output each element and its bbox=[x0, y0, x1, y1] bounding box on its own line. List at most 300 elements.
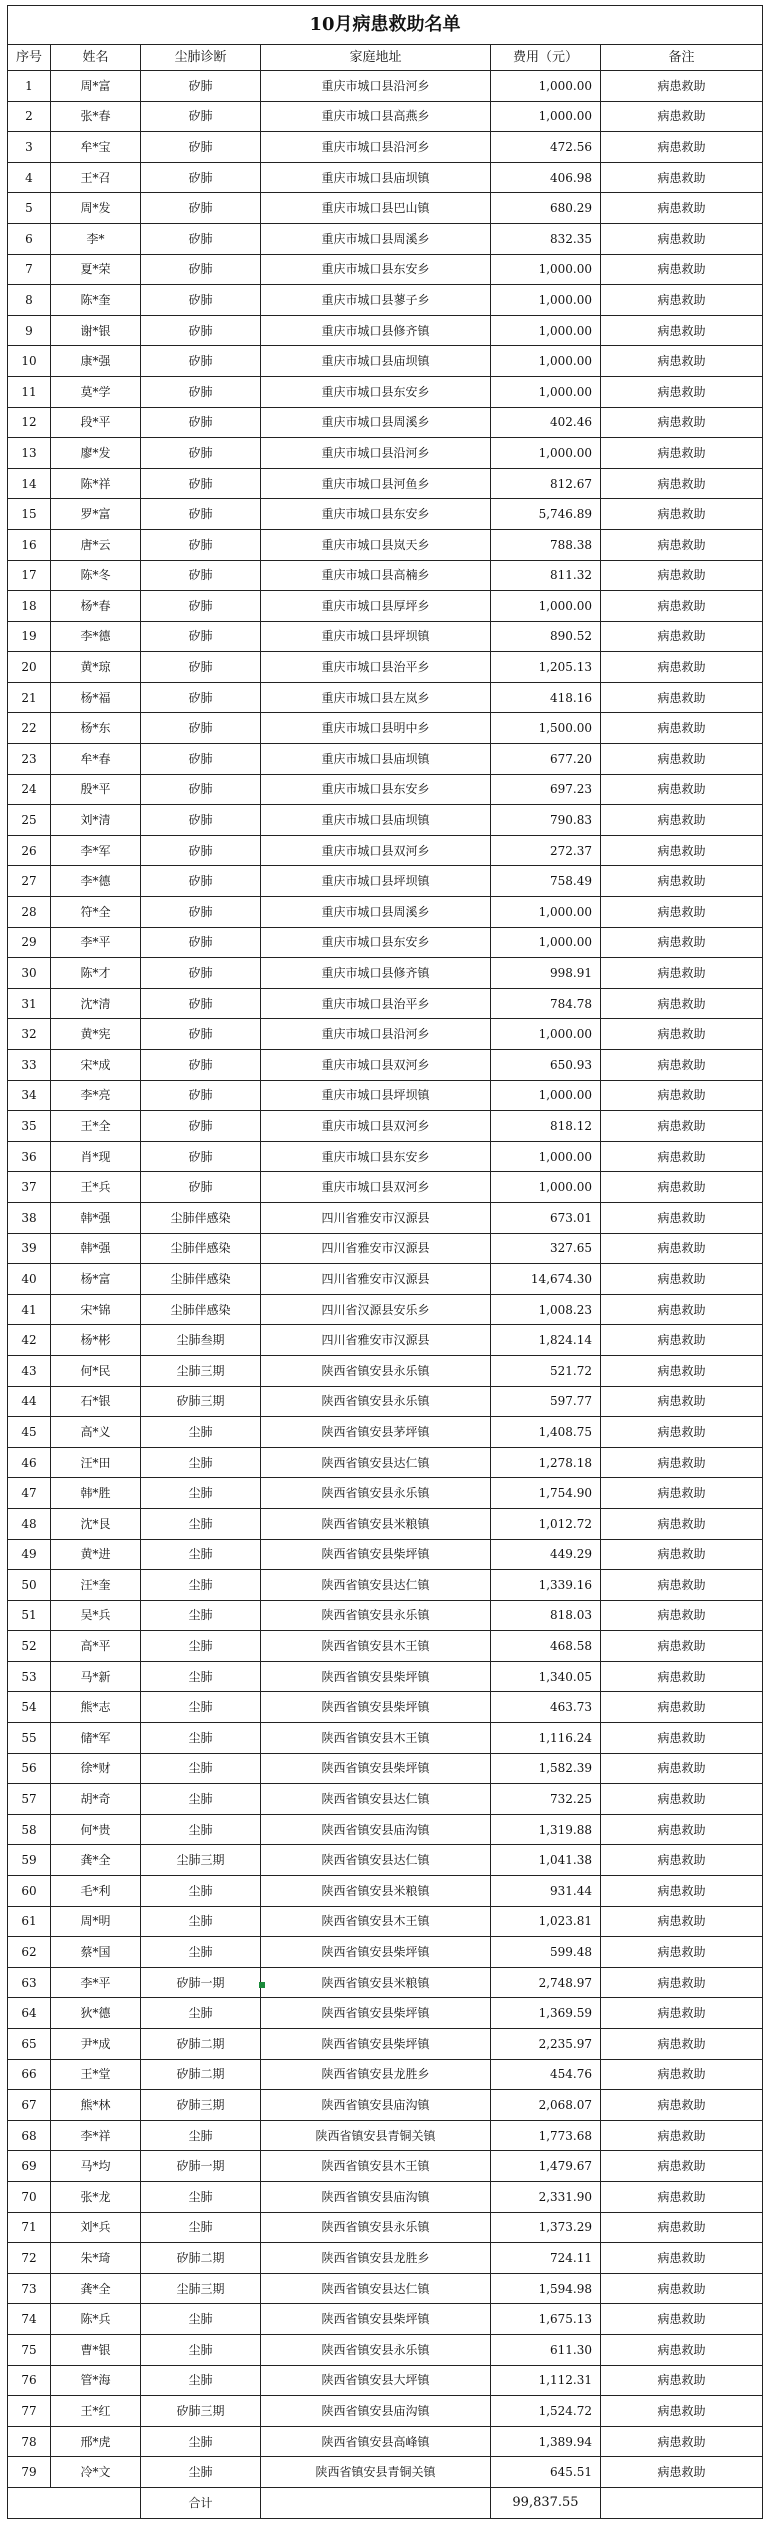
row-index: 18 bbox=[8, 591, 51, 622]
table-row bbox=[8, 2273, 763, 2304]
total-label: 合计 bbox=[141, 2487, 261, 2518]
row-name: 马*均 bbox=[51, 2151, 141, 2182]
row-remark: 病患救助 bbox=[601, 2334, 763, 2365]
row-remark: 病患救助 bbox=[601, 1233, 763, 1264]
row-diagnosis: 尘肺 bbox=[141, 1417, 261, 1448]
row-remark: 病患救助 bbox=[601, 132, 763, 163]
table-row bbox=[8, 346, 763, 377]
row-address: 重庆市城口县双河乡 bbox=[261, 1172, 491, 1203]
total-amount: 99,837.55 bbox=[491, 2487, 601, 2518]
table-row bbox=[8, 101, 763, 132]
row-fee: 811.32 bbox=[491, 560, 601, 591]
row-name: 尹*成 bbox=[51, 2029, 141, 2060]
table-row bbox=[8, 468, 763, 499]
row-name: 刘*清 bbox=[51, 805, 141, 836]
row-address: 陕西省镇安县木王镇 bbox=[261, 1906, 491, 1937]
table-row bbox=[8, 1202, 763, 1233]
row-fee: 1,824.14 bbox=[491, 1325, 601, 1356]
row-diagnosis: 尘肺 bbox=[141, 2181, 261, 2212]
row-diagnosis: 尘肺三期 bbox=[141, 1355, 261, 1386]
row-fee: 5,746.89 bbox=[491, 499, 601, 530]
table-row bbox=[8, 805, 763, 836]
row-name: 宋*锦 bbox=[51, 1294, 141, 1325]
row-fee: 472.56 bbox=[491, 132, 601, 163]
cell-marker bbox=[259, 1982, 265, 1988]
table-row bbox=[8, 1508, 763, 1539]
row-remark: 病患救助 bbox=[601, 2120, 763, 2151]
row-index: 3 bbox=[8, 132, 51, 163]
table-row bbox=[8, 1019, 763, 1050]
row-fee: 818.12 bbox=[491, 1111, 601, 1142]
row-name: 高*义 bbox=[51, 1417, 141, 1448]
table-row bbox=[8, 2029, 763, 2060]
row-remark: 病患救助 bbox=[601, 805, 763, 836]
row-index: 9 bbox=[8, 315, 51, 346]
row-address: 陕西省镇安县永乐镇 bbox=[261, 2334, 491, 2365]
row-index: 34 bbox=[8, 1080, 51, 1111]
row-address: 重庆市城口县双河乡 bbox=[261, 1111, 491, 1142]
row-address: 陕西省镇安县达仁镇 bbox=[261, 1447, 491, 1478]
row-fee: 1,339.16 bbox=[491, 1570, 601, 1601]
row-address: 陕西省镇安县柴坪镇 bbox=[261, 1753, 491, 1784]
row-diagnosis: 矽肺 bbox=[141, 1141, 261, 1172]
row-diagnosis: 矽肺 bbox=[141, 591, 261, 622]
row-index: 12 bbox=[8, 407, 51, 438]
row-name: 邢*虎 bbox=[51, 2426, 141, 2457]
row-address: 陕西省镇安县龙胜乡 bbox=[261, 2059, 491, 2090]
row-index: 59 bbox=[8, 1845, 51, 1876]
row-address: 四川省雅安市汉源县 bbox=[261, 1264, 491, 1295]
table-row bbox=[8, 2396, 763, 2427]
row-fee: 1,340.05 bbox=[491, 1661, 601, 1692]
table-row bbox=[8, 529, 763, 560]
row-address: 重庆市城口县治平乡 bbox=[261, 652, 491, 683]
row-fee: 650.93 bbox=[491, 1050, 601, 1081]
row-address: 陕西省镇安县达仁镇 bbox=[261, 1784, 491, 1815]
row-name: 王*红 bbox=[51, 2396, 141, 2427]
row-name: 宋*成 bbox=[51, 1050, 141, 1081]
row-name: 牟*宝 bbox=[51, 132, 141, 163]
row-remark: 病患救助 bbox=[601, 835, 763, 866]
row-address: 重庆市城口县坪坝镇 bbox=[261, 866, 491, 897]
row-address: 陕西省镇安县柴坪镇 bbox=[261, 1539, 491, 1570]
row-index: 1 bbox=[8, 71, 51, 102]
row-name: 李*德 bbox=[51, 621, 141, 652]
row-index: 6 bbox=[8, 223, 51, 254]
row-remark: 病患救助 bbox=[601, 927, 763, 958]
row-name: 肖*现 bbox=[51, 1141, 141, 1172]
row-diagnosis: 矽肺 bbox=[141, 560, 261, 591]
row-fee: 597.77 bbox=[491, 1386, 601, 1417]
row-remark: 病患救助 bbox=[601, 958, 763, 989]
row-name: 陈*冬 bbox=[51, 560, 141, 591]
row-address: 陕西省镇安县柴坪镇 bbox=[261, 1661, 491, 1692]
row-fee: 611.30 bbox=[491, 2334, 601, 2365]
table-row bbox=[8, 1233, 763, 1264]
row-diagnosis: 矽肺 bbox=[141, 438, 261, 469]
row-address: 重庆市城口县沿河乡 bbox=[261, 71, 491, 102]
row-name: 胡*奇 bbox=[51, 1784, 141, 1815]
row-diagnosis: 尘肺 bbox=[141, 1814, 261, 1845]
row-remark: 病患救助 bbox=[601, 1447, 763, 1478]
row-diagnosis: 矽肺 bbox=[141, 285, 261, 316]
row-diagnosis: 矽肺 bbox=[141, 254, 261, 285]
row-remark: 病患救助 bbox=[601, 897, 763, 928]
row-address: 重庆市城口县巴山镇 bbox=[261, 193, 491, 224]
row-remark: 病患救助 bbox=[601, 1814, 763, 1845]
row-diagnosis: 尘肺三期 bbox=[141, 2273, 261, 2304]
row-diagnosis: 尘肺叁期 bbox=[141, 1325, 261, 1356]
row-index: 16 bbox=[8, 529, 51, 560]
row-index: 55 bbox=[8, 1723, 51, 1754]
row-name: 黄*进 bbox=[51, 1539, 141, 1570]
row-fee: 732.25 bbox=[491, 1784, 601, 1815]
row-name: 陈*兵 bbox=[51, 2304, 141, 2335]
row-name: 韩*强 bbox=[51, 1202, 141, 1233]
row-remark: 病患救助 bbox=[601, 2029, 763, 2060]
header-diagnosis: 尘肺诊断 bbox=[141, 45, 261, 71]
row-address: 重庆市城口县高楠乡 bbox=[261, 560, 491, 591]
row-address: 重庆市城口县高燕乡 bbox=[261, 101, 491, 132]
row-address: 重庆市城口县东安乡 bbox=[261, 376, 491, 407]
row-address: 重庆市城口县周溪乡 bbox=[261, 407, 491, 438]
row-fee: 1,500.00 bbox=[491, 713, 601, 744]
row-remark: 病患救助 bbox=[601, 2212, 763, 2243]
row-fee: 1,582.39 bbox=[491, 1753, 601, 1784]
row-index: 74 bbox=[8, 2304, 51, 2335]
row-remark: 病患救助 bbox=[601, 1019, 763, 1050]
row-index: 2 bbox=[8, 101, 51, 132]
row-name: 康*强 bbox=[51, 346, 141, 377]
row-remark: 病患救助 bbox=[601, 2304, 763, 2335]
table-row bbox=[8, 2365, 763, 2396]
row-name: 何*贵 bbox=[51, 1814, 141, 1845]
table-row bbox=[8, 2181, 763, 2212]
row-diagnosis: 尘肺 bbox=[141, 1661, 261, 1692]
row-address: 陕西省镇安县米粮镇 bbox=[261, 1876, 491, 1907]
row-index: 38 bbox=[8, 1202, 51, 1233]
header-row bbox=[8, 45, 763, 71]
row-address: 重庆市城口县双河乡 bbox=[261, 1050, 491, 1081]
row-diagnosis: 尘肺三期 bbox=[141, 1845, 261, 1876]
row-name: 廖*发 bbox=[51, 438, 141, 469]
row-index: 51 bbox=[8, 1600, 51, 1631]
row-name: 韩*强 bbox=[51, 1233, 141, 1264]
row-name: 杨*春 bbox=[51, 591, 141, 622]
row-address: 重庆市城口县沿河乡 bbox=[261, 132, 491, 163]
row-fee: 1,000.00 bbox=[491, 254, 601, 285]
row-name: 陈*奎 bbox=[51, 285, 141, 316]
row-address: 重庆市城口县周溪乡 bbox=[261, 897, 491, 928]
row-address: 重庆市城口县东安乡 bbox=[261, 499, 491, 530]
row-address: 重庆市城口县蓼子乡 bbox=[261, 285, 491, 316]
table-row bbox=[8, 1631, 763, 1662]
row-index: 7 bbox=[8, 254, 51, 285]
row-index: 70 bbox=[8, 2181, 51, 2212]
row-address: 陕西省镇安县青铜关镇 bbox=[261, 2457, 491, 2488]
row-index: 45 bbox=[8, 1417, 51, 1448]
row-name: 杨*富 bbox=[51, 1264, 141, 1295]
table-row bbox=[8, 1845, 763, 1876]
row-address: 陕西省镇安县庙沟镇 bbox=[261, 2181, 491, 2212]
row-index: 61 bbox=[8, 1906, 51, 1937]
row-fee: 1,000.00 bbox=[491, 438, 601, 469]
row-index: 21 bbox=[8, 682, 51, 713]
row-index: 41 bbox=[8, 1294, 51, 1325]
row-remark: 病患救助 bbox=[601, 193, 763, 224]
row-remark: 病患救助 bbox=[601, 1508, 763, 1539]
table-row bbox=[8, 1264, 763, 1295]
row-address: 重庆市城口县左岚乡 bbox=[261, 682, 491, 713]
row-name: 李*平 bbox=[51, 1967, 141, 1998]
table-row bbox=[8, 621, 763, 652]
row-fee: 697.23 bbox=[491, 774, 601, 805]
row-remark: 病患救助 bbox=[601, 866, 763, 897]
row-fee: 418.16 bbox=[491, 682, 601, 713]
row-index: 58 bbox=[8, 1814, 51, 1845]
row-fee: 14,674.30 bbox=[491, 1264, 601, 1295]
row-index: 44 bbox=[8, 1386, 51, 1417]
row-address: 重庆市城口县东安乡 bbox=[261, 1141, 491, 1172]
table-row bbox=[8, 1141, 763, 1172]
row-remark: 病患救助 bbox=[601, 376, 763, 407]
table-row bbox=[8, 1539, 763, 1570]
row-name: 石*银 bbox=[51, 1386, 141, 1417]
row-fee: 1,041.38 bbox=[491, 1845, 601, 1876]
row-fee: 1,116.24 bbox=[491, 1723, 601, 1754]
row-diagnosis: 矽肺 bbox=[141, 988, 261, 1019]
row-remark: 病患救助 bbox=[601, 71, 763, 102]
row-index: 57 bbox=[8, 1784, 51, 1815]
row-address: 陕西省镇安县永乐镇 bbox=[261, 1386, 491, 1417]
row-address: 陕西省镇安县永乐镇 bbox=[261, 1355, 491, 1386]
table-row bbox=[8, 1080, 763, 1111]
table-row bbox=[8, 1692, 763, 1723]
row-fee: 788.38 bbox=[491, 529, 601, 560]
row-address: 四川省汉源县安乐乡 bbox=[261, 1294, 491, 1325]
table-row bbox=[8, 958, 763, 989]
total-spacer bbox=[8, 2487, 141, 2518]
row-fee: 272.37 bbox=[491, 835, 601, 866]
row-fee: 1,754.90 bbox=[491, 1478, 601, 1509]
row-remark: 病患救助 bbox=[601, 682, 763, 713]
row-remark: 病患救助 bbox=[601, 988, 763, 1019]
table-row bbox=[8, 713, 763, 744]
row-remark: 病患救助 bbox=[601, 1050, 763, 1081]
row-index: 79 bbox=[8, 2457, 51, 2488]
row-index: 10 bbox=[8, 346, 51, 377]
table-row bbox=[8, 285, 763, 316]
row-address: 陕西省镇安县大坪镇 bbox=[261, 2365, 491, 2396]
row-name: 罗*富 bbox=[51, 499, 141, 530]
row-fee: 2,235.97 bbox=[491, 2029, 601, 2060]
row-remark: 病患救助 bbox=[601, 2059, 763, 2090]
row-address: 重庆市城口县沿河乡 bbox=[261, 438, 491, 469]
row-remark: 病患救助 bbox=[601, 2365, 763, 2396]
row-diagnosis: 尘肺 bbox=[141, 2365, 261, 2396]
table-row bbox=[8, 315, 763, 346]
row-fee: 1,000.00 bbox=[491, 1019, 601, 1050]
row-name: 徐*财 bbox=[51, 1753, 141, 1784]
row-name: 曹*银 bbox=[51, 2334, 141, 2365]
row-fee: 1,000.00 bbox=[491, 1172, 601, 1203]
row-index: 28 bbox=[8, 897, 51, 928]
row-index: 5 bbox=[8, 193, 51, 224]
row-diagnosis: 矽肺 bbox=[141, 223, 261, 254]
row-fee: 2,331.90 bbox=[491, 2181, 601, 2212]
row-address: 重庆市城口县庙坝镇 bbox=[261, 162, 491, 193]
row-fee: 1,389.94 bbox=[491, 2426, 601, 2457]
row-remark: 病患救助 bbox=[601, 2090, 763, 2121]
row-address: 重庆市城口县双河乡 bbox=[261, 835, 491, 866]
row-remark: 病患救助 bbox=[601, 774, 763, 805]
row-name: 朱*琦 bbox=[51, 2243, 141, 2274]
row-remark: 病患救助 bbox=[601, 1386, 763, 1417]
row-index: 32 bbox=[8, 1019, 51, 1050]
row-index: 52 bbox=[8, 1631, 51, 1662]
row-remark: 病患救助 bbox=[601, 1478, 763, 1509]
row-remark: 病患救助 bbox=[601, 1111, 763, 1142]
row-address: 四川省雅安市汉源县 bbox=[261, 1233, 491, 1264]
row-remark: 病患救助 bbox=[601, 1355, 763, 1386]
row-name: 李*平 bbox=[51, 927, 141, 958]
row-index: 71 bbox=[8, 2212, 51, 2243]
row-name: 储*军 bbox=[51, 1723, 141, 1754]
row-fee: 599.48 bbox=[491, 1937, 601, 1968]
row-name: 唐*云 bbox=[51, 529, 141, 560]
table-row bbox=[8, 2304, 763, 2335]
row-diagnosis: 矽肺二期 bbox=[141, 2243, 261, 2274]
row-name: 张*龙 bbox=[51, 2181, 141, 2212]
row-name: 符*全 bbox=[51, 897, 141, 928]
row-fee: 1,319.88 bbox=[491, 1814, 601, 1845]
row-diagnosis: 矽肺 bbox=[141, 866, 261, 897]
table-row bbox=[8, 2090, 763, 2121]
row-diagnosis: 尘肺 bbox=[141, 1906, 261, 1937]
table-row bbox=[8, 71, 763, 102]
row-address: 四川省雅安市汉源县 bbox=[261, 1202, 491, 1233]
table-row bbox=[8, 1784, 763, 1815]
row-remark: 病患救助 bbox=[601, 2396, 763, 2427]
table-row bbox=[8, 1478, 763, 1509]
row-diagnosis: 矽肺 bbox=[141, 1111, 261, 1142]
row-remark: 病患救助 bbox=[601, 285, 763, 316]
row-diagnosis: 矽肺 bbox=[141, 193, 261, 224]
row-address: 重庆市城口县庙坝镇 bbox=[261, 744, 491, 775]
table-row bbox=[8, 1355, 763, 1386]
row-index: 68 bbox=[8, 2120, 51, 2151]
row-name: 狄*德 bbox=[51, 1998, 141, 2029]
row-remark: 病患救助 bbox=[601, 1998, 763, 2029]
table-row bbox=[8, 1447, 763, 1478]
row-address: 重庆市城口县明中乡 bbox=[261, 713, 491, 744]
row-diagnosis: 尘肺 bbox=[141, 1631, 261, 1662]
row-name: 殷*平 bbox=[51, 774, 141, 805]
row-fee: 1,023.81 bbox=[491, 1906, 601, 1937]
row-fee: 1,000.00 bbox=[491, 1141, 601, 1172]
row-address: 重庆市城口县东安乡 bbox=[261, 254, 491, 285]
row-remark: 病患救助 bbox=[601, 621, 763, 652]
row-fee: 1,408.75 bbox=[491, 1417, 601, 1448]
table-row bbox=[8, 1753, 763, 1784]
row-diagnosis: 矽肺 bbox=[141, 1050, 261, 1081]
row-remark: 病患救助 bbox=[601, 1264, 763, 1295]
row-remark: 病患救助 bbox=[601, 1600, 763, 1631]
row-fee: 1,012.72 bbox=[491, 1508, 601, 1539]
row-fee: 454.76 bbox=[491, 2059, 601, 2090]
row-fee: 784.78 bbox=[491, 988, 601, 1019]
row-name: 沈*艮 bbox=[51, 1508, 141, 1539]
row-address: 陕西省镇安县木王镇 bbox=[261, 2151, 491, 2182]
row-name: 李*德 bbox=[51, 866, 141, 897]
row-fee: 818.03 bbox=[491, 1600, 601, 1631]
table-row bbox=[8, 1417, 763, 1448]
row-remark: 病患救助 bbox=[601, 1202, 763, 1233]
total-spacer-3 bbox=[601, 2487, 763, 2518]
row-remark: 病患救助 bbox=[601, 1845, 763, 1876]
table-row bbox=[8, 1876, 763, 1907]
row-remark: 病患救助 bbox=[601, 1753, 763, 1784]
table-row bbox=[8, 254, 763, 285]
row-fee: 998.91 bbox=[491, 958, 601, 989]
row-remark: 病患救助 bbox=[601, 1906, 763, 1937]
row-index: 30 bbox=[8, 958, 51, 989]
row-remark: 病患救助 bbox=[601, 1539, 763, 1570]
row-address: 陕西省镇安县庙沟镇 bbox=[261, 2090, 491, 2121]
row-diagnosis: 矽肺 bbox=[141, 897, 261, 928]
row-diagnosis: 矽肺三期 bbox=[141, 2090, 261, 2121]
row-remark: 病患救助 bbox=[601, 1661, 763, 1692]
row-diagnosis: 尘肺 bbox=[141, 1447, 261, 1478]
row-address: 陕西省镇安县达仁镇 bbox=[261, 2273, 491, 2304]
row-remark: 病患救助 bbox=[601, 1876, 763, 1907]
row-name: 韩*胜 bbox=[51, 1478, 141, 1509]
row-remark: 病患救助 bbox=[601, 1692, 763, 1723]
row-index: 42 bbox=[8, 1325, 51, 1356]
row-index: 31 bbox=[8, 988, 51, 1019]
row-remark: 病患救助 bbox=[601, 1723, 763, 1754]
row-address: 陕西省镇安县永乐镇 bbox=[261, 2212, 491, 2243]
row-address: 陕西省镇安县庙沟镇 bbox=[261, 1814, 491, 1845]
header-index: 序号 bbox=[8, 45, 51, 71]
row-index: 72 bbox=[8, 2243, 51, 2274]
row-fee: 1,000.00 bbox=[491, 315, 601, 346]
row-diagnosis: 尘肺伴感染 bbox=[141, 1264, 261, 1295]
row-diagnosis: 矽肺 bbox=[141, 621, 261, 652]
row-diagnosis: 矽肺 bbox=[141, 71, 261, 102]
row-remark: 病患救助 bbox=[601, 407, 763, 438]
row-index: 64 bbox=[8, 1998, 51, 2029]
table-row bbox=[8, 1906, 763, 1937]
row-index: 15 bbox=[8, 499, 51, 530]
row-remark: 病患救助 bbox=[601, 2457, 763, 2488]
row-address: 重庆市城口县厚坪乡 bbox=[261, 591, 491, 622]
row-fee: 1,000.00 bbox=[491, 376, 601, 407]
row-name: 陈*祥 bbox=[51, 468, 141, 499]
row-fee: 402.46 bbox=[491, 407, 601, 438]
row-name: 管*海 bbox=[51, 2365, 141, 2396]
row-fee: 890.52 bbox=[491, 621, 601, 652]
row-name: 毛*利 bbox=[51, 1876, 141, 1907]
row-remark: 病患救助 bbox=[601, 2426, 763, 2457]
table-row bbox=[8, 162, 763, 193]
row-diagnosis: 矽肺 bbox=[141, 407, 261, 438]
row-index: 37 bbox=[8, 1172, 51, 1203]
table-row bbox=[8, 1600, 763, 1631]
row-diagnosis: 矽肺 bbox=[141, 713, 261, 744]
row-diagnosis: 尘肺 bbox=[141, 1692, 261, 1723]
row-index: 69 bbox=[8, 2151, 51, 2182]
